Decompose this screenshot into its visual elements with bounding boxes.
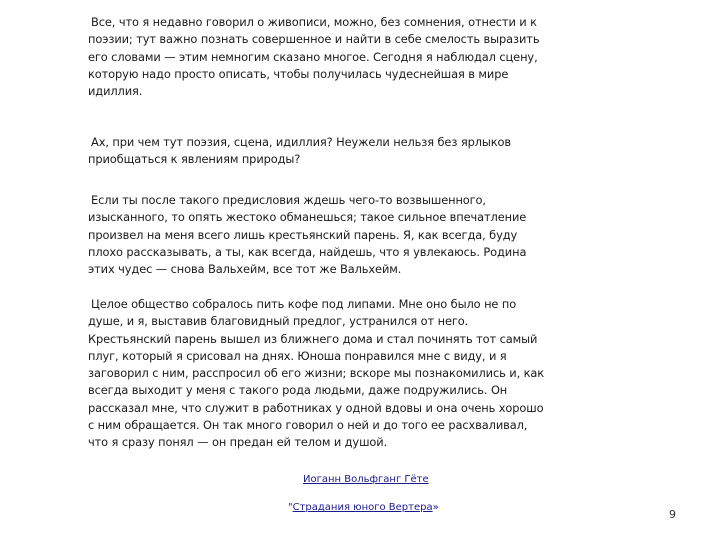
book-open-quote: "	[288, 502, 293, 513]
paragraph-2: Ах, при чем тут поэзия, сцена, идиллия? Неужели нельзя без ярлыков приобщаться к явлениям природы?	[88, 135, 512, 167]
paragraph-4: Целое общество собралось пить кофе под липами. Мне оно было не по душе, и я, выставив благовидный предлог, устранился от него. Крестьянский парень вышел из ближнего дома и стал починять тот самый плуг, который я срисовал на днях. Юноша понравился мне с виду, и я заговорил с ним, расспросил об его жизни; вскоре мы познакомились и, как всегда выходит у меня с такого рода людьми, даже подружились. Он рассказал мне, что служит в работниках у одной вдовы и она очень хорошо с ним обращается. Он так много говорил о ней и до того ее расхваливал, что я сразу понял — он предан ей телом и душой.	[88, 297, 545, 450]
author-link[interactable]: Иоганн Вольфганг Гёте	[303, 474, 429, 485]
book-title-line	[288, 502, 439, 513]
book-title-link[interactable]: Страдания юного Вертера	[292, 502, 433, 513]
paragraph-3: Если ты после такого предисловия ждешь чего-то возвышенного, изысканного, то опять жестоко обманешься; такое сильное впечатление произвел на меня всего лишь крестьянский парень. Я, как всегда, буду плохо рассказывать, а ты, как всегда, найдешь, что я увлекаюсь. Родина этих чудес — снова Вальхейм, все тот же Вальхейм.	[88, 193, 527, 277]
page-number: 9	[669, 508, 676, 521]
book-close-quote: »	[432, 502, 439, 513]
paragraph-1: Все, что я недавно говорил о живописи, можно, без сомнения, отнести и к поэзии; тут важно познать совершенное и найти в себе смелость выразить его словами — этим немногим сказано многое. Сегодня я наблюдал сцену, которую надо просто описать, чтобы получилась чудеснейшая в мире идиллия.	[88, 15, 540, 99]
